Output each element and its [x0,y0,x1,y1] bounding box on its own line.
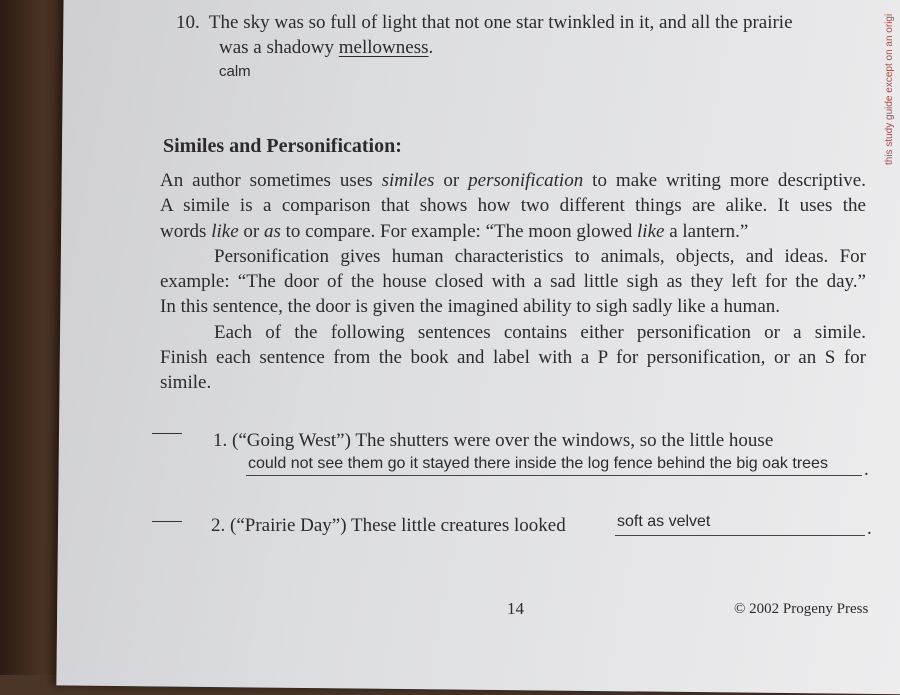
item-1-answer-line[interactable] [246,475,862,476]
label-blank-1[interactable] [152,433,182,434]
paragraph-1-line: A simile is a comparison that shows how two different things are alike. It uses the [160,195,866,217]
paragraph-3-line: Each of the following sentences contains either personification or a simile. [214,321,866,343]
vocab-word: mellowness [338,37,429,58]
item-2-prompt: 2. (“Prairie Day”) These little creatures looked [211,515,566,536]
question-10-number: 10. [176,12,200,33]
item-1-prompt: 1. (“Going West”) The shutters were over the windows, so the little house [213,430,774,451]
question-10-answer: calm [219,63,251,80]
paragraph-1-line: words like or as to compare. For example: “The moon glowed like a lantern.” [160,220,749,242]
section-heading: Similes and Personification: [163,135,402,157]
item-2-period: . [867,518,872,539]
paragraph-2-line: Personification gives human characteristics to animals, objects, and ideas. For [214,245,866,267]
question-10-line2: was a shadowy mellowness. [219,37,434,58]
question-10-text: The sky was so full of light that not one star twinkled in it, and all the prairie [208,12,793,33]
paragraph-1-line: An author sometimes uses similes or personification to make writing more descriptive. [160,170,866,191]
paragraph-3-line: Finish each sentence from the book and label with a P for personification, or an S for [160,347,866,369]
item-1-period: . [864,459,869,480]
paragraph-2-line: In this sentence, the door is given the imagined ability to sigh sadly like a human. [160,296,781,318]
paragraph-2-line: example: “The door of the house closed with a sad little sigh as they left for the day.” [160,271,866,293]
page-number: 14 [507,599,524,618]
question-10-line1 [176,12,793,34]
item-2-answer-line[interactable] [615,535,865,536]
paragraph-3-line: simile. [160,372,212,394]
copyright-notice: © 2002 Progeny Press [734,601,869,617]
margin-copyright-note: this study guide except on an origi [884,13,895,165]
item-1-answer: could not see them go it stayed there inside the log fence behind the big oak trees [248,455,828,472]
label-blank-2[interactable] [152,521,182,522]
section-body [160,168,866,396]
item-2-answer: soft as velvet [617,513,711,530]
